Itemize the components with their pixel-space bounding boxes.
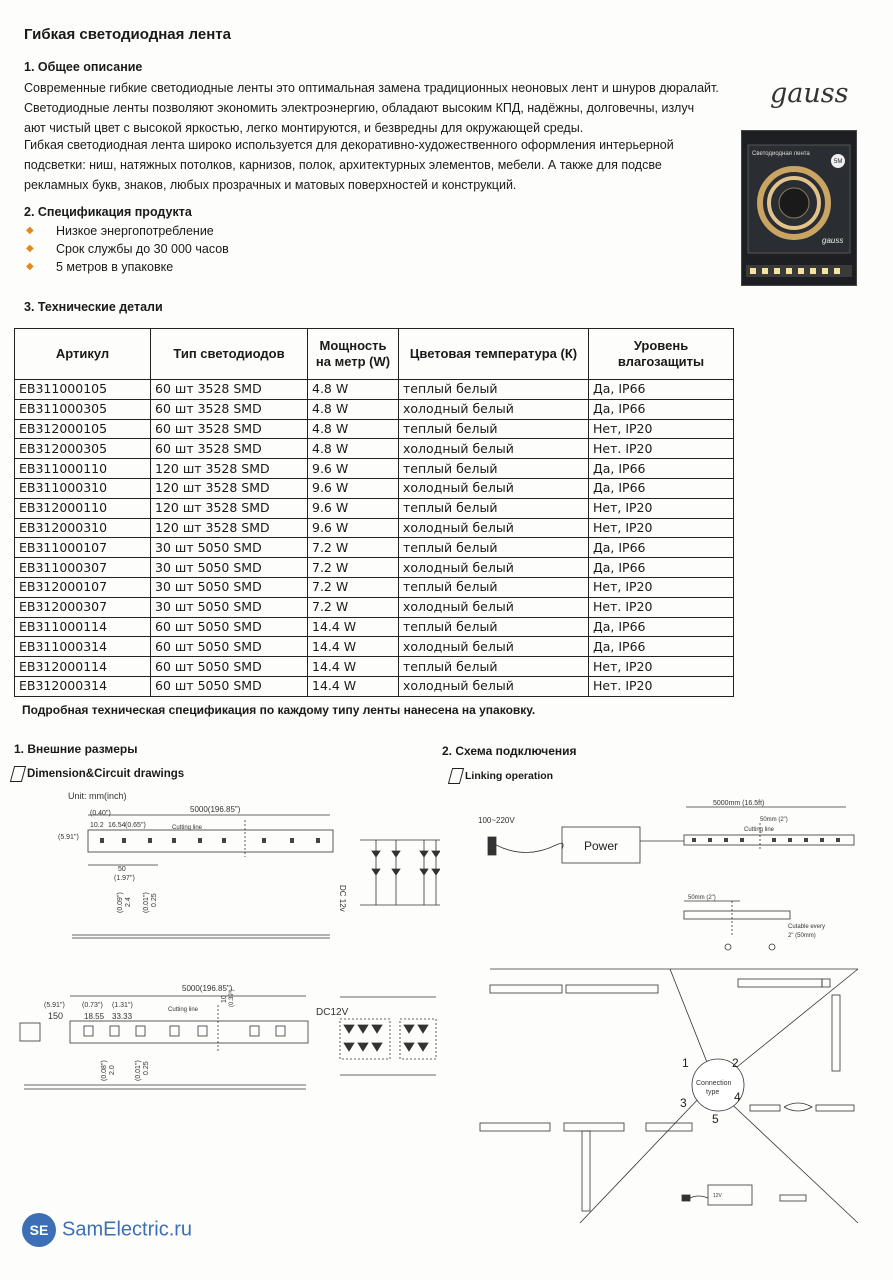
table-cell: EB311000107 <box>15 538 151 558</box>
table-cell: Нет. IP20 <box>589 597 734 617</box>
table-cell: 7.2 W <box>308 538 399 558</box>
dim-label: (0.73") <box>82 1002 103 1009</box>
dim-label: 33.33 <box>112 1012 133 1021</box>
table-cell: теплый белый <box>399 498 589 518</box>
input-voltage: 100~220V <box>478 816 515 825</box>
list-item: ◆ Срок службы до 30 000 часов <box>26 240 229 258</box>
table-cell: холодный белый <box>399 676 589 696</box>
page-title: Гибкая светодиодная лента <box>24 26 231 43</box>
dim-label: (0.65") <box>125 822 146 829</box>
dim-label: (5.91") <box>58 834 79 841</box>
table-cell: EB312000314 <box>15 676 151 696</box>
connection-number: 1 <box>682 1056 689 1070</box>
site-name: SamElectric.ru <box>62 1218 193 1241</box>
power-label: Power <box>584 839 619 853</box>
dim-label: 0.25 <box>151 893 158 907</box>
table-cell: 7.2 W <box>308 577 399 597</box>
dim-label: (1.31") <box>112 1002 133 1009</box>
connection-number: 3 <box>680 1096 687 1110</box>
table-cell: EB311000314 <box>15 637 151 657</box>
dim-label: 10.2 <box>90 822 104 829</box>
table-row <box>15 399 734 419</box>
table-cell: теплый белый <box>399 380 589 400</box>
gauss-logo: gauss <box>770 78 849 109</box>
table-row <box>15 676 734 696</box>
dim-label: (0.08") <box>101 1060 108 1081</box>
table-row <box>15 617 734 637</box>
segment-label: 50mm (2") <box>688 895 716 901</box>
table-cell: Нет, IP20 <box>589 577 734 597</box>
table-cell: EB312000310 <box>15 518 151 538</box>
connection-center-label: type <box>706 1089 720 1096</box>
connection-diagram <box>470 795 870 1225</box>
cutable-label: Cutable every <box>788 924 826 930</box>
package-badge: 5M <box>834 159 843 165</box>
table-row <box>15 558 734 578</box>
table-cell: Нет, IP20 <box>589 498 734 518</box>
table-note: Подробная техническая спецификация по каждому типу ленты нанесена на упаковку. <box>22 703 536 717</box>
table-cell: холодный белый <box>399 478 589 498</box>
column-header: Тип светодиодов <box>151 329 308 380</box>
table-cell: холодный белый <box>399 399 589 419</box>
table-cell: 120 шт 3528 SMD <box>151 459 308 479</box>
column-header: Мощность на метр (W) <box>308 329 399 380</box>
connection-subheading <box>450 768 553 784</box>
table-cell: 30 шт 5050 SMD <box>151 577 308 597</box>
dim-label: (0.09") <box>117 892 124 913</box>
section-heading-dimensions: 1. Внешние размеры <box>14 742 138 756</box>
site-logo-icon: SE <box>22 1213 56 1247</box>
table-cell: EB311000305 <box>15 399 151 419</box>
connection-number: 4 <box>734 1090 741 1104</box>
column-header: Цветовая температура (К) <box>399 329 589 380</box>
table-cell: Нет. IP20 <box>589 676 734 696</box>
table-cell: EB312000107 <box>15 577 151 597</box>
cutting-line-label: Cutting line <box>172 825 203 831</box>
table-cell: 14.4 W <box>308 637 399 657</box>
text-line: Современные гибкие светодиодные ленты это оптимальная замена традиционных неоновых лент и шнуров дюралайт. <box>24 81 719 95</box>
drawing1-voltage: DC 12v <box>338 885 347 912</box>
scissors-icon <box>725 944 731 950</box>
table-row <box>15 637 734 657</box>
table-cell: холодный белый <box>399 439 589 459</box>
text-line: рекламных букв, знаков, любых прозрачных и матовых поверхностей и конструкций. <box>24 178 517 192</box>
table-row <box>15 577 734 597</box>
table-header-row <box>15 329 734 380</box>
table-cell: 9.6 W <box>308 478 399 498</box>
table-cell: EB312000110 <box>15 498 151 518</box>
dimension-drawings <box>0 785 440 1105</box>
package-label: Светодиодная лента <box>752 151 810 157</box>
text-line: Светодиодные ленты позволяют экономить электроэнергию, обладают высоким КПД, надёжны, долговечны, излуч <box>24 101 695 115</box>
table-cell: 60 шт 3528 SMD <box>151 419 308 439</box>
table-cell: EB312000307 <box>15 597 151 617</box>
dim-label: 0.25 <box>143 1061 150 1075</box>
table-cell: 120 шт 3528 SMD <box>151 498 308 518</box>
table-cell: Да, IP66 <box>589 478 734 498</box>
package-logo: gauss <box>822 236 844 245</box>
pencil-icon <box>10 766 26 782</box>
table-cell: холодный белый <box>399 637 589 657</box>
table-cell: EB312000114 <box>15 657 151 677</box>
site-watermark <box>22 1213 192 1247</box>
table-cell: 9.6 W <box>308 498 399 518</box>
table-cell: теплый белый <box>399 577 589 597</box>
table-row <box>15 380 734 400</box>
table-cell: 30 шт 5050 SMD <box>151 538 308 558</box>
dim-label: (5.91") <box>44 1002 65 1009</box>
dim-label: (0.40") <box>90 810 111 817</box>
text-line: Гибкая светодиодная лента широко используется для декоративно-художественного оформления интерьерной <box>24 138 674 152</box>
table-cell: EB311000110 <box>15 459 151 479</box>
section-heading-connection: 2. Схема подключения <box>442 744 577 758</box>
table-cell: Нет, IP20 <box>589 657 734 677</box>
table-cell: теплый белый <box>399 657 589 677</box>
table-cell: 30 шт 5050 SMD <box>151 597 308 617</box>
table-cell: 4.8 W <box>308 419 399 439</box>
table-row <box>15 419 734 439</box>
text-line: подсветки: ниш, натяжных потолков, карнизов, полок, архитектурных элементов, мебели. А также для подсве <box>24 158 662 172</box>
table-cell: 120 шт 3528 SMD <box>151 518 308 538</box>
column-header: Уровень влагозащиты <box>589 329 734 380</box>
table-row <box>15 478 734 498</box>
connection-number: 5 <box>712 1112 719 1126</box>
table-cell: 14.4 W <box>308 617 399 637</box>
table-cell: EB311000307 <box>15 558 151 578</box>
table-cell: EB312000305 <box>15 439 151 459</box>
table-cell: 4.8 W <box>308 439 399 459</box>
table-cell: 4.8 W <box>308 399 399 419</box>
table-cell: EB311000114 <box>15 617 151 637</box>
dim-label: 2.0 <box>109 1065 116 1075</box>
table-cell: Нет, IP20 <box>589 518 734 538</box>
table-cell: Нет, IP20 <box>589 419 734 439</box>
table-cell: холодный белый <box>399 597 589 617</box>
dim-label: (0.01") <box>135 1060 142 1081</box>
table-cell: 60 шт 5050 SMD <box>151 637 308 657</box>
dim-label: (0.01") <box>143 892 150 913</box>
cutting-line-label: Cutting line <box>168 1007 199 1013</box>
dim-label: 10 <box>221 995 228 1003</box>
dim-label: 16.54 <box>108 822 126 829</box>
product-package-image <box>741 130 857 286</box>
table-row <box>15 538 734 558</box>
table-cell: 4.8 W <box>308 380 399 400</box>
table-cell: теплый белый <box>399 538 589 558</box>
table-row <box>15 439 734 459</box>
dim-label: 18.55 <box>84 1012 105 1021</box>
table-cell: EB311000105 <box>15 380 151 400</box>
table-row <box>15 498 734 518</box>
cut-segment-label: 50mm (2") <box>760 817 788 823</box>
table-cell: теплый белый <box>399 459 589 479</box>
strip-length-label: 5000mm (16.5ft) <box>713 800 765 807</box>
table-cell: теплый белый <box>399 617 589 637</box>
table-cell: 60 шт 5050 SMD <box>151 657 308 677</box>
table-cell: EB312000105 <box>15 419 151 439</box>
list-item: ◆ Низкое энергопотребление <box>26 222 229 240</box>
pencil-icon <box>448 768 464 784</box>
drawing2-length: 5000(196.85") <box>182 984 233 993</box>
description-paragraph-2 <box>24 135 724 195</box>
connection-number: 2 <box>732 1056 739 1070</box>
dim-label: (0.39") <box>229 989 235 1007</box>
cutable-label: 2" (50mm) <box>788 933 816 939</box>
table-row <box>15 518 734 538</box>
table-cell: 60 шт 3528 SMD <box>151 439 308 459</box>
connection-center-label: Connection <box>696 1080 732 1087</box>
cutting-line-label: Cutting line <box>744 827 775 833</box>
unit-label: Unit: mm(inch) <box>68 791 127 801</box>
section-heading-description: 1. Общее описание <box>24 60 143 74</box>
text-line: ают чистый цвет с высокой яркостью, легко монтируются, и безвредны для окружающей среды. <box>24 121 584 135</box>
table-cell: 14.4 W <box>308 676 399 696</box>
table-cell: 60 шт 3528 SMD <box>151 380 308 400</box>
dim-label: 2.4 <box>125 897 132 907</box>
scissors-icon <box>769 944 775 950</box>
table-cell: 30 шт 5050 SMD <box>151 558 308 578</box>
list-item: ◆ 5 метров в упаковке <box>26 258 229 276</box>
table-cell: Да, IP66 <box>589 380 734 400</box>
column-header: Артикул <box>15 329 151 380</box>
table-cell: Да, IP66 <box>589 617 734 637</box>
spec-table <box>14 328 734 697</box>
section-heading-spec: 2. Спецификация продукта <box>24 205 192 219</box>
table-cell: Да, IP66 <box>589 459 734 479</box>
table-cell: Да, IP66 <box>589 399 734 419</box>
table-cell: EB311000310 <box>15 478 151 498</box>
mini-power-label: 12V <box>713 1193 722 1199</box>
dim-label: 150 <box>48 1011 64 1021</box>
table-row <box>15 597 734 617</box>
spec-list <box>26 222 229 276</box>
table-cell: 120 шт 3528 SMD <box>151 478 308 498</box>
dimension-subheading <box>12 766 184 782</box>
table-cell: 60 шт 5050 SMD <box>151 676 308 696</box>
table-cell: 60 шт 5050 SMD <box>151 617 308 637</box>
description-paragraph-1 <box>24 78 744 138</box>
table-cell: холодный белый <box>399 518 589 538</box>
connection-subheading-text: Linking operation <box>465 769 554 782</box>
section-heading-technical: 3. Технические детали <box>24 300 163 314</box>
dim-label: 50 <box>118 866 126 873</box>
table-cell: холодный белый <box>399 558 589 578</box>
table-cell: 7.2 W <box>308 558 399 578</box>
table-cell: 9.6 W <box>308 518 399 538</box>
dim-label: (1.97") <box>114 875 135 882</box>
table-cell: Да, IP66 <box>589 637 734 657</box>
table-cell: 7.2 W <box>308 597 399 617</box>
table-cell: Нет. IP20 <box>589 439 734 459</box>
table-cell: 14.4 W <box>308 657 399 677</box>
table-cell: Да, IP66 <box>589 538 734 558</box>
table-row <box>15 459 734 479</box>
dimension-subheading-text: Dimension&Circuit drawings <box>27 768 185 781</box>
table-cell: 60 шт 3528 SMD <box>151 399 308 419</box>
table-cell: Да, IP66 <box>589 558 734 578</box>
table-cell: 9.6 W <box>308 459 399 479</box>
table-cell: теплый белый <box>399 419 589 439</box>
drawing1-length: 5000(196.85") <box>190 805 241 814</box>
drawing2-voltage: DC12V <box>316 1007 349 1018</box>
table-row <box>15 657 734 677</box>
